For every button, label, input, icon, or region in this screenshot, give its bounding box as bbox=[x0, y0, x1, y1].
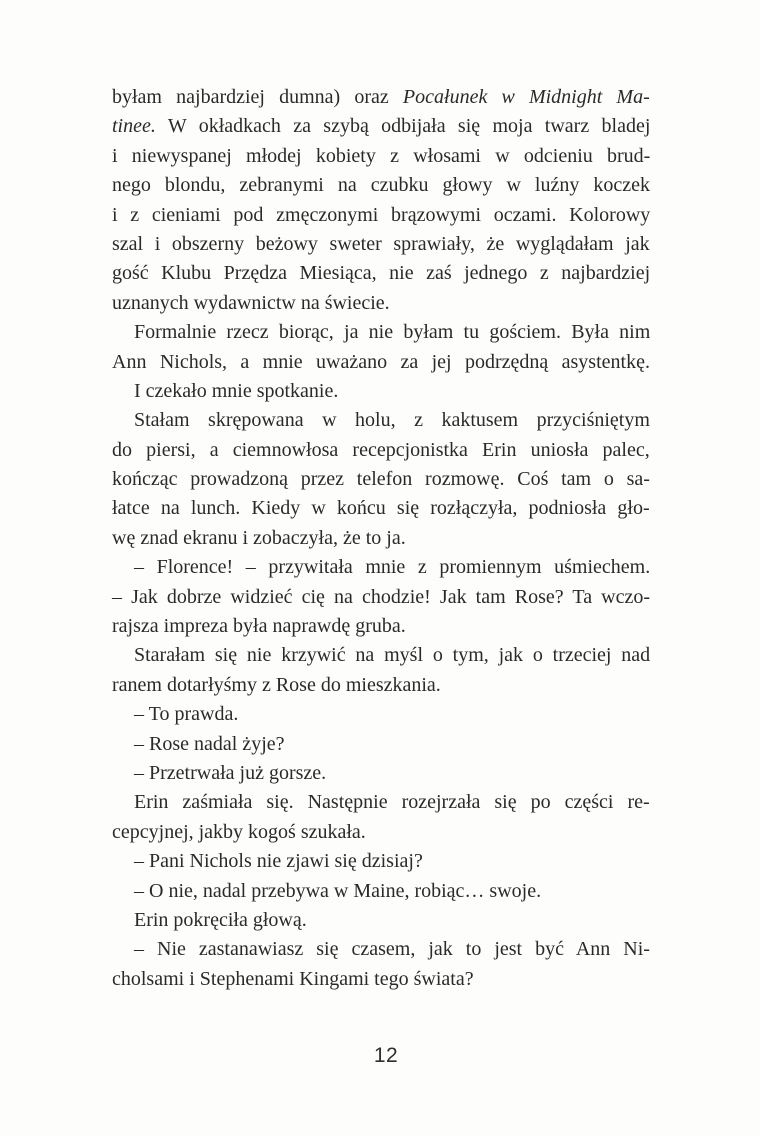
text-line-content bbox=[112, 145, 650, 167]
text-segment: rajsza impreza była naprawdę gruba. bbox=[112, 615, 406, 638]
text-line bbox=[112, 583, 650, 612]
text-line bbox=[112, 524, 650, 553]
text-line-content bbox=[112, 204, 650, 226]
text-line-content bbox=[134, 556, 650, 578]
text-line-content bbox=[112, 468, 650, 490]
text-line-content bbox=[112, 497, 650, 519]
text-line bbox=[112, 553, 650, 582]
text-segment: – Florence! – przywitała mnie z promiennym uśmiechem. bbox=[134, 556, 651, 579]
text-segment: – O nie, nadal przebywa w Maine, robiąc… swoje. bbox=[134, 879, 542, 902]
text-line-content bbox=[112, 674, 441, 696]
text-line bbox=[112, 259, 650, 288]
text-segment: gość Klubu Przędza Miesiąca, nie zaś jednego z najbardziej bbox=[112, 262, 651, 285]
text-line-content bbox=[134, 380, 338, 402]
text-line-content bbox=[134, 850, 423, 872]
text-segment: W okładkach za szybą odbijała się moja twarz bladej bbox=[155, 115, 651, 138]
text-line bbox=[112, 759, 650, 788]
text-line-content bbox=[112, 586, 650, 608]
text-segment: łatce na lunch. Kiedy w końcu się rozłączyła, podniosła gło- bbox=[112, 497, 650, 520]
text-segment: byłam najbardziej dumna) oraz bbox=[112, 86, 403, 108]
text-line bbox=[112, 847, 650, 876]
text-line bbox=[112, 641, 650, 670]
text-segment: i z cieniami pod zmęczonymi brązowymi oczami. Kolorowy bbox=[112, 203, 651, 226]
text-segment: cholsami i Stephenami Kingami tego świata? bbox=[112, 967, 474, 990]
text-line bbox=[112, 289, 650, 318]
text-line-content bbox=[112, 968, 474, 990]
text-line-content bbox=[134, 909, 307, 931]
text-line-content bbox=[134, 733, 285, 755]
text-line bbox=[112, 465, 650, 494]
text-line bbox=[112, 935, 650, 964]
text-line bbox=[112, 494, 650, 523]
text-line bbox=[112, 406, 650, 435]
text-line-content bbox=[112, 439, 650, 461]
text-segment: uznanych wydawnictw na świecie. bbox=[112, 291, 390, 314]
text-segment: cepcyjnej, jakby kogoś szukała. bbox=[112, 820, 366, 843]
text-line-content bbox=[112, 174, 650, 196]
text-line bbox=[112, 877, 650, 906]
text-segment: do piersi, a ciemnowłosa recepcjonistka Erin uniosła palec, bbox=[112, 438, 650, 461]
text-segment: szal i obszerny beżowy sweter sprawiały, że wyglądałam jak bbox=[112, 232, 650, 255]
text-segment: – Jak dobrze widzieć cię na chodzie! Jak tam Rose? Ta wczo- bbox=[112, 585, 651, 608]
text-segment: – Nie zastanawiasz się czasem, jak to jest być Ann Ni- bbox=[134, 938, 650, 961]
text-line bbox=[112, 818, 650, 847]
text-line bbox=[112, 201, 650, 230]
text-segment: Erin zaśmiała się. Następnie rozejrzała się po części re- bbox=[134, 791, 650, 814]
text-line-content bbox=[134, 321, 650, 343]
text-line bbox=[112, 83, 650, 112]
text-line-content bbox=[112, 615, 406, 637]
text-line-content bbox=[112, 527, 406, 549]
text-segment: Ann Nichols, a mnie uważano za jej podrzędną asystentkę. bbox=[112, 350, 650, 373]
text-segment: Formalnie rzecz biorąc, ja nie byłam tu gościem. Była nim bbox=[134, 321, 651, 344]
text-line-content bbox=[112, 86, 650, 108]
text-line bbox=[112, 700, 650, 729]
text-line-content bbox=[112, 115, 650, 137]
text-segment: – Rose nadal żyje? bbox=[134, 732, 285, 755]
text-line-content bbox=[112, 233, 650, 255]
text-line bbox=[112, 436, 650, 465]
text-line-content bbox=[112, 292, 390, 314]
text-line-content bbox=[112, 351, 650, 373]
text-line-content bbox=[134, 880, 541, 902]
text-line bbox=[112, 730, 650, 759]
text-line-content bbox=[134, 791, 650, 813]
text-segment: Erin pokręciła głową. bbox=[134, 908, 307, 931]
text-line bbox=[112, 671, 650, 700]
italic-text-segment: tinee. bbox=[112, 115, 156, 138]
text-segment: i niewyspanej młodej kobiety z włosami w odcieniu brud- bbox=[112, 144, 651, 167]
text-line bbox=[112, 348, 650, 377]
text-segment: – Pani Nichols nie zjawi się dzisiaj? bbox=[134, 850, 423, 873]
text-segment: Starałam się nie krzywić na myśl o tym, jak o trzeciej nad bbox=[134, 644, 651, 667]
text-line-content bbox=[112, 821, 366, 843]
text-segment: – Przetrwała już gorsze. bbox=[134, 761, 327, 784]
text-line bbox=[112, 965, 650, 994]
page-number: 12 bbox=[373, 1044, 399, 1067]
text-line-content bbox=[134, 762, 326, 784]
text-line bbox=[112, 230, 650, 259]
text-line-content bbox=[112, 262, 650, 284]
text-segment: ranem dotarłyśmy z Rose do mieszkania. bbox=[112, 673, 441, 696]
text-segment: Stałam skrępowana w holu, z kaktusem przyciśniętym bbox=[134, 409, 650, 432]
text-block bbox=[112, 83, 650, 994]
text-segment: I czekało mnie spotkanie. bbox=[134, 379, 339, 402]
text-line bbox=[112, 612, 650, 641]
text-segment: – To prawda. bbox=[134, 703, 239, 726]
text-line bbox=[112, 377, 650, 406]
text-line-content bbox=[134, 938, 650, 960]
text-segment: kończąc prowadzoną przez telefon rozmowę. Coś tam o sa- bbox=[112, 468, 650, 491]
text-line bbox=[112, 142, 650, 171]
text-line bbox=[112, 112, 650, 141]
text-line-content bbox=[134, 644, 650, 666]
text-line bbox=[112, 788, 650, 817]
text-segment: nego blondu, zebranymi na czubku głowy w luźny koczek bbox=[112, 174, 650, 197]
text-line-content bbox=[134, 409, 650, 431]
italic-text-segment: Pocałunek w Midnight Ma- bbox=[402, 86, 650, 108]
text-line-content bbox=[134, 703, 238, 725]
text-line bbox=[112, 318, 650, 347]
text-segment: wę znad ekranu i zobaczyła, że to ja. bbox=[112, 526, 406, 549]
text-line bbox=[112, 906, 650, 935]
text-line bbox=[112, 171, 650, 200]
